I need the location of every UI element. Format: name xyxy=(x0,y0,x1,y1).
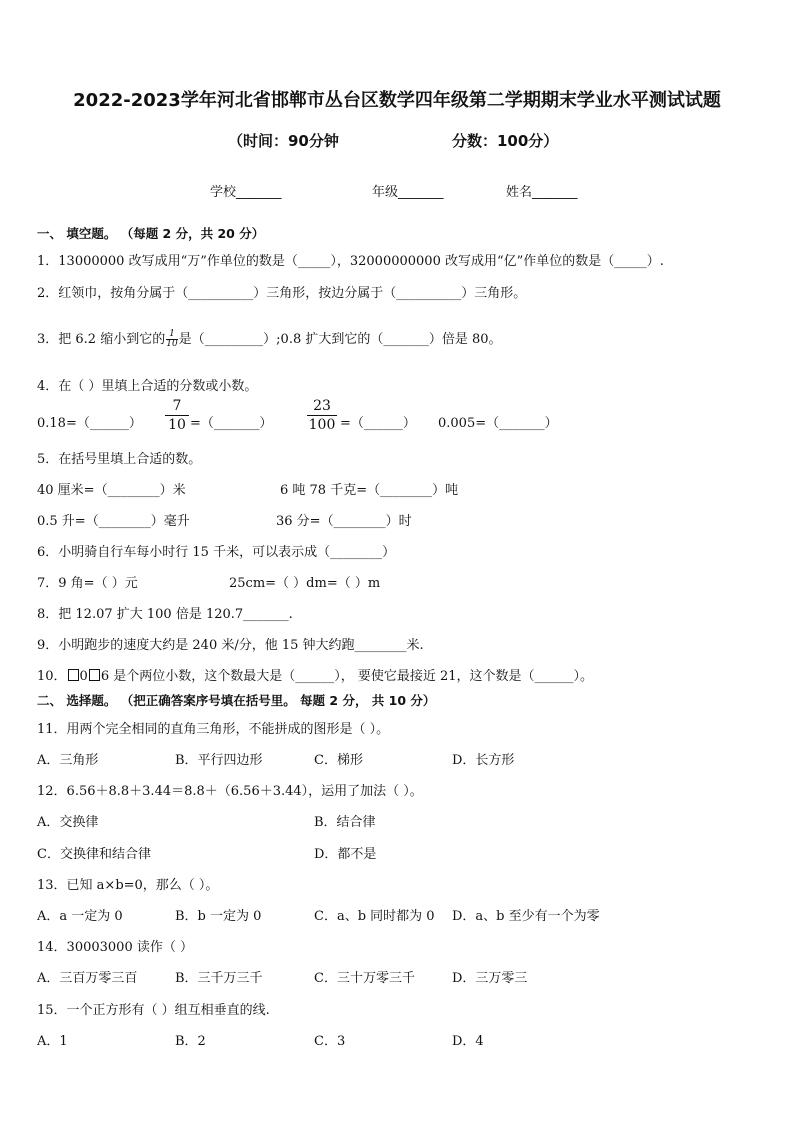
question-3-part-a: 3．把 6.2 缩小到它的 xyxy=(37,332,166,347)
question-13: 13．已知 a×b=0，那么（ ）。 xyxy=(37,878,219,893)
question-9: 9．小明跑步的速度大约是 240 米/分，他 15 钟大约跑________米. xyxy=(37,638,424,653)
question-15-option-d: D．4 xyxy=(452,1034,484,1049)
question-14: 14．30003000 读作（ ） xyxy=(37,940,193,955)
question-11-option-a: A．三角形 xyxy=(37,753,99,768)
page-title: 2022-2023学年河北省邯郸市丛台区数学四年级第二学期期末学业水平测试试题 xyxy=(73,90,721,111)
blank-box-icon xyxy=(68,669,79,681)
question-15-option-b: B．2 xyxy=(175,1034,206,1049)
question-10-digit: 0 xyxy=(79,669,88,684)
question-13-option-c: C．a、b 同时都为 0 xyxy=(314,909,435,924)
question-5-d: 36 分=（________）时 xyxy=(276,514,412,529)
question-3-part-b: 是（_________）;0.8 扩大到它的（_______）倍是 80。 xyxy=(178,332,502,347)
question-7-b: 25cm=（ ）dm=（ ）m xyxy=(229,576,381,591)
grade-field: 年级_______ xyxy=(372,185,444,200)
question-12-option-c: C．交换律和结合律 xyxy=(37,847,151,862)
fraction-numerator: 1 xyxy=(169,329,175,339)
question-5-a: 40 厘米=（________）米 xyxy=(37,483,186,498)
question-11-option-d: D．长方形 xyxy=(452,753,515,768)
question-12-option-a: A．交换律 xyxy=(37,815,99,830)
question-12-option-d: D．都不是 xyxy=(314,847,377,862)
question-4-a: 0.18=（______） xyxy=(37,416,142,431)
blank-box-icon xyxy=(89,669,100,681)
section-2-heading: 二、 选择题。 （把正确答案序号填在括号里。 每题 2 分， 共 10 分） xyxy=(37,693,436,708)
question-15-option-c: C．3 xyxy=(314,1034,346,1049)
question-10-text: 6 是个两位小数，这个数最大是（______）， 要使它最接近 21，这个数是（______）。 xyxy=(100,669,594,684)
question-14-option-b: B．三千万三千 xyxy=(175,971,263,986)
question-13-option-d: D．a、b 至少有一个为零 xyxy=(452,909,600,924)
question-15: 15．一个正方形有（ ）组互相垂直的线. xyxy=(37,1003,270,1018)
question-5-c: 0.5 升=（________）毫升 xyxy=(37,514,190,529)
question-10-number: 10． xyxy=(37,669,67,684)
question-4-b: =（_______） xyxy=(190,416,273,431)
question-4-c-fraction xyxy=(307,398,337,433)
exam-score: 分数：100分） xyxy=(452,132,559,150)
question-4-b-fraction xyxy=(165,398,189,433)
fraction-denominator: 100 xyxy=(308,417,336,433)
question-14-option-a: A．三百万零三百 xyxy=(37,971,138,986)
question-5-b: 6 吨 78 千克=（________）吨 xyxy=(280,483,459,498)
question-10 xyxy=(37,665,593,684)
question-8: 8．把 12.07 扩大 100 倍是 120.7_______. xyxy=(37,607,293,622)
question-4-d: 0.005=（_______） xyxy=(438,416,558,431)
question-13-option-b: B．b 一定为 0 xyxy=(175,909,262,924)
question-3-fraction xyxy=(166,330,177,349)
name-field: 姓名_______ xyxy=(506,185,578,200)
question-3 xyxy=(37,328,502,349)
school-field: 学校_______ xyxy=(210,185,282,200)
question-4-c: =（______） xyxy=(340,416,416,431)
question-14-option-c: C．三十万零三千 xyxy=(314,971,415,986)
fraction-denominator: 10 xyxy=(166,339,178,349)
fraction-numerator: 23 xyxy=(313,398,331,414)
exam-time: （时间：90分钟 xyxy=(228,132,339,150)
question-5: 5．在括号里填上合适的数。 xyxy=(37,452,202,467)
question-7-a: 7．9 角=（ ）元 xyxy=(37,576,138,591)
question-4: 4．在（ ）里填上合适的分数或小数。 xyxy=(37,379,258,394)
question-6: 6．小明骑自行车每小时行 15 千米，可以表示成（________） xyxy=(37,545,396,560)
question-11-option-b: B．平行四边形 xyxy=(175,753,263,768)
question-1: 1．13000000 改写成用“万”作单位的数是（_____），32000000000 改写成用“亿”作单位的数是（_____）. xyxy=(37,254,664,269)
section-1-heading: 一、 填空题。 （每题 2 分，共 20 分） xyxy=(37,226,265,241)
question-12-option-b: B．结合律 xyxy=(314,815,376,830)
fraction-numerator: 7 xyxy=(172,398,182,414)
question-2: 2．红领巾，按角分属于（__________）三角形，按边分属于（__________）三角形。 xyxy=(37,286,527,301)
question-12: 12．6.56＋8.8＋3.44＝8.8＋（6.56＋3.44），运用了加法（ ）。 xyxy=(37,784,423,799)
question-14-option-d: D．三万零三 xyxy=(452,971,528,986)
question-11-option-c: C．梯形 xyxy=(314,753,363,768)
question-11: 11．用两个完全相同的直角三角形，不能拼成的图形是（ ）。 xyxy=(37,722,390,737)
question-13-option-a: A．a 一定为 0 xyxy=(37,909,123,924)
fraction-denominator: 10 xyxy=(168,417,186,433)
question-15-option-a: A．1 xyxy=(37,1034,68,1049)
